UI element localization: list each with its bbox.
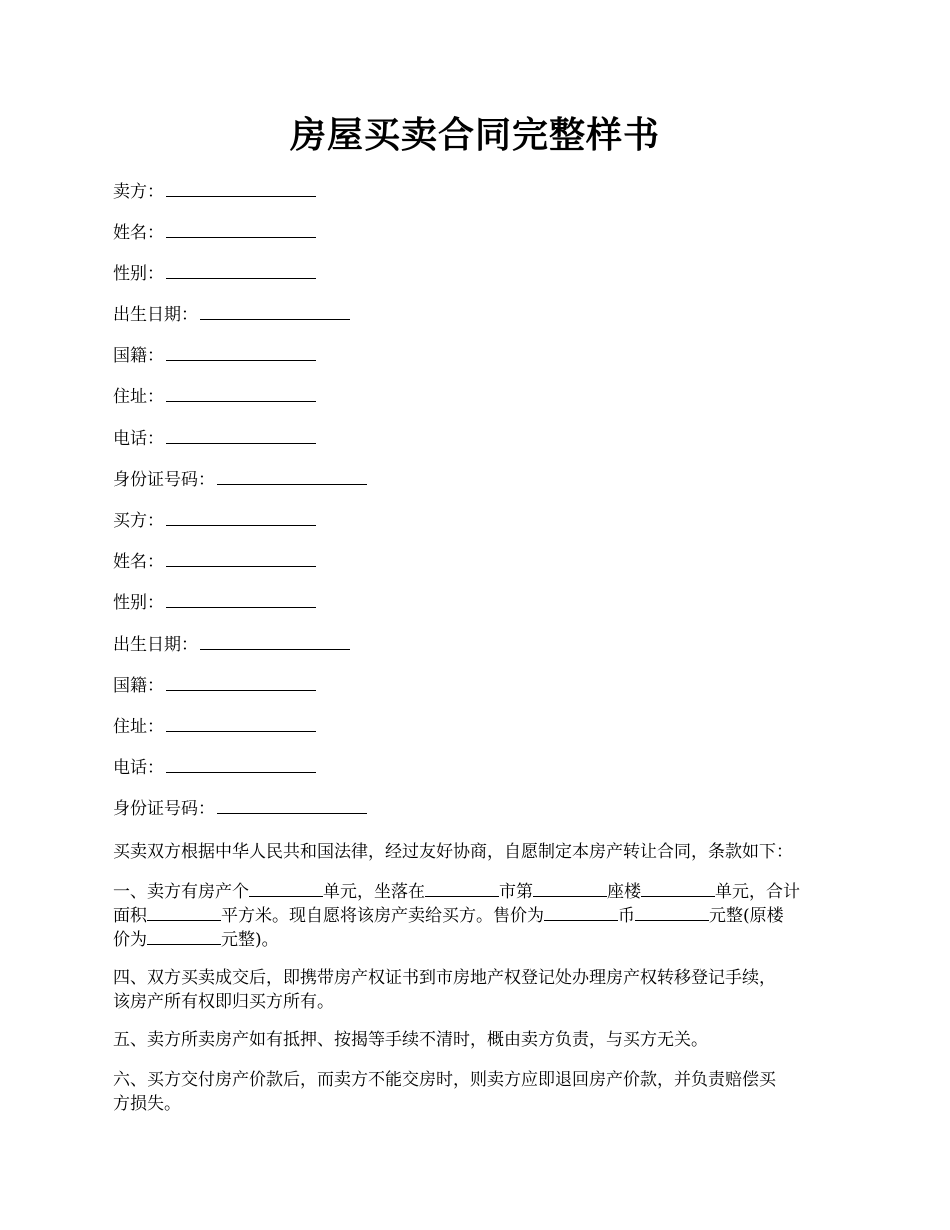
- fill-blank[interactable]: [200, 303, 350, 320]
- clause-text: 平方米。现自愿将该房产卖给买方。售价为: [221, 906, 544, 926]
- fill-blank[interactable]: [544, 904, 618, 921]
- field-label: 国籍：: [113, 676, 164, 696]
- field-label: 住址：: [113, 387, 164, 407]
- field-label: 身份证号码：: [113, 470, 215, 490]
- clause-one-line-2: [113, 904, 848, 928]
- field-label: 住址：: [113, 717, 164, 737]
- fill-blank[interactable]: [249, 880, 323, 897]
- buyer-birthdate-field: [113, 633, 350, 657]
- field-label: 电话：: [113, 758, 164, 778]
- clause-six-line-1: 六、买方交付房产价款后，而卖方不能交房时，则卖方应即退回房产价款，并负责赔偿买: [113, 1070, 776, 1090]
- fill-blank[interactable]: [166, 262, 316, 279]
- field-label: 出生日期：: [113, 635, 198, 655]
- seller-nationality-field: [113, 344, 316, 368]
- seller-birthdate-field: [113, 303, 350, 327]
- fill-blank[interactable]: [147, 904, 221, 921]
- fill-blank[interactable]: [147, 928, 221, 945]
- clause-one-line-3: [113, 928, 848, 952]
- field-label: 出生日期：: [113, 305, 198, 325]
- clause-four-line-1: 四、双方买卖成交后，即携带房产权证书到市房地产权登记处办理房产权转移登记手续，: [113, 968, 776, 988]
- seller-address-field: [113, 385, 316, 409]
- fill-blank[interactable]: [166, 385, 316, 402]
- seller-id-number-field: [113, 468, 367, 492]
- buyer-address-field: [113, 715, 316, 739]
- clause-text: 币: [618, 906, 635, 926]
- fill-blank[interactable]: [641, 880, 715, 897]
- field-label: 性别：: [113, 264, 164, 284]
- clause-six: [113, 1068, 848, 1116]
- fill-blank[interactable]: [166, 674, 316, 691]
- field-label: 姓名：: [113, 552, 164, 572]
- field-label: 电话：: [113, 429, 164, 449]
- buyer-gender-field: [113, 591, 316, 615]
- fill-blank[interactable]: [217, 797, 367, 814]
- document-title: 房屋买卖合同完整样书: [289, 114, 660, 156]
- fill-blank[interactable]: [166, 221, 316, 238]
- fill-blank[interactable]: [200, 633, 350, 650]
- clause-text: 元整(原楼: [709, 906, 784, 926]
- field-label: 买方：: [113, 511, 164, 531]
- fill-blank[interactable]: [166, 180, 316, 197]
- clause-five: [113, 1028, 848, 1052]
- buyer-phone-field: [113, 756, 316, 780]
- fill-blank[interactable]: [166, 509, 316, 526]
- seller-gender-field: [113, 262, 316, 286]
- clause-text: 一、卖方有房产个: [113, 882, 249, 902]
- field-label: 姓名：: [113, 223, 164, 243]
- clause-four: [113, 966, 848, 1014]
- fill-blank[interactable]: [425, 880, 499, 897]
- field-label: 国籍：: [113, 346, 164, 366]
- contract-intro: [113, 840, 848, 864]
- buyer-name-field: [113, 550, 316, 574]
- clause-text: 市第: [499, 882, 533, 902]
- fill-blank[interactable]: [166, 756, 316, 773]
- fill-blank[interactable]: [166, 715, 316, 732]
- fill-blank[interactable]: [217, 468, 367, 485]
- seller-phone-field: [113, 427, 316, 451]
- fill-blank[interactable]: [166, 591, 316, 608]
- clause-one: [113, 880, 848, 952]
- clause-text: 价为: [113, 930, 147, 950]
- clause-text: 座楼: [607, 882, 641, 902]
- clause-six-line-2: 方损失。: [113, 1094, 181, 1114]
- fill-blank[interactable]: [166, 344, 316, 361]
- buyer-id-number-field: [113, 797, 367, 821]
- clause-text: 元整)。: [221, 930, 279, 950]
- fill-blank[interactable]: [533, 880, 607, 897]
- buyer-party-field: [113, 509, 316, 533]
- intro-text: 买卖双方根据中华人民共和国法律，经过友好协商，自愿制定本房产转让合同，条款如下：: [113, 842, 793, 862]
- field-label: 性别：: [113, 593, 164, 613]
- fill-blank[interactable]: [166, 427, 316, 444]
- buyer-nationality-field: [113, 674, 316, 698]
- clause-one-line-1: [113, 880, 848, 904]
- seller-name-field: [113, 221, 316, 245]
- clause-text: 单元，合计: [715, 882, 800, 902]
- seller-party-field: [113, 180, 316, 204]
- fill-blank[interactable]: [166, 550, 316, 567]
- clause-four-line-2: 该房产所有权即归买方所有。: [113, 992, 334, 1012]
- clause-text: 单元，坐落在: [323, 882, 425, 902]
- clause-text: 面积: [113, 906, 147, 926]
- fill-blank[interactable]: [635, 904, 709, 921]
- clause-five-line-1: 五、卖方所卖房产如有抵押、按揭等手续不清时，概由卖方负责，与买方无关。: [113, 1030, 708, 1050]
- field-label: 身份证号码：: [113, 799, 215, 819]
- field-label: 卖方：: [113, 182, 164, 202]
